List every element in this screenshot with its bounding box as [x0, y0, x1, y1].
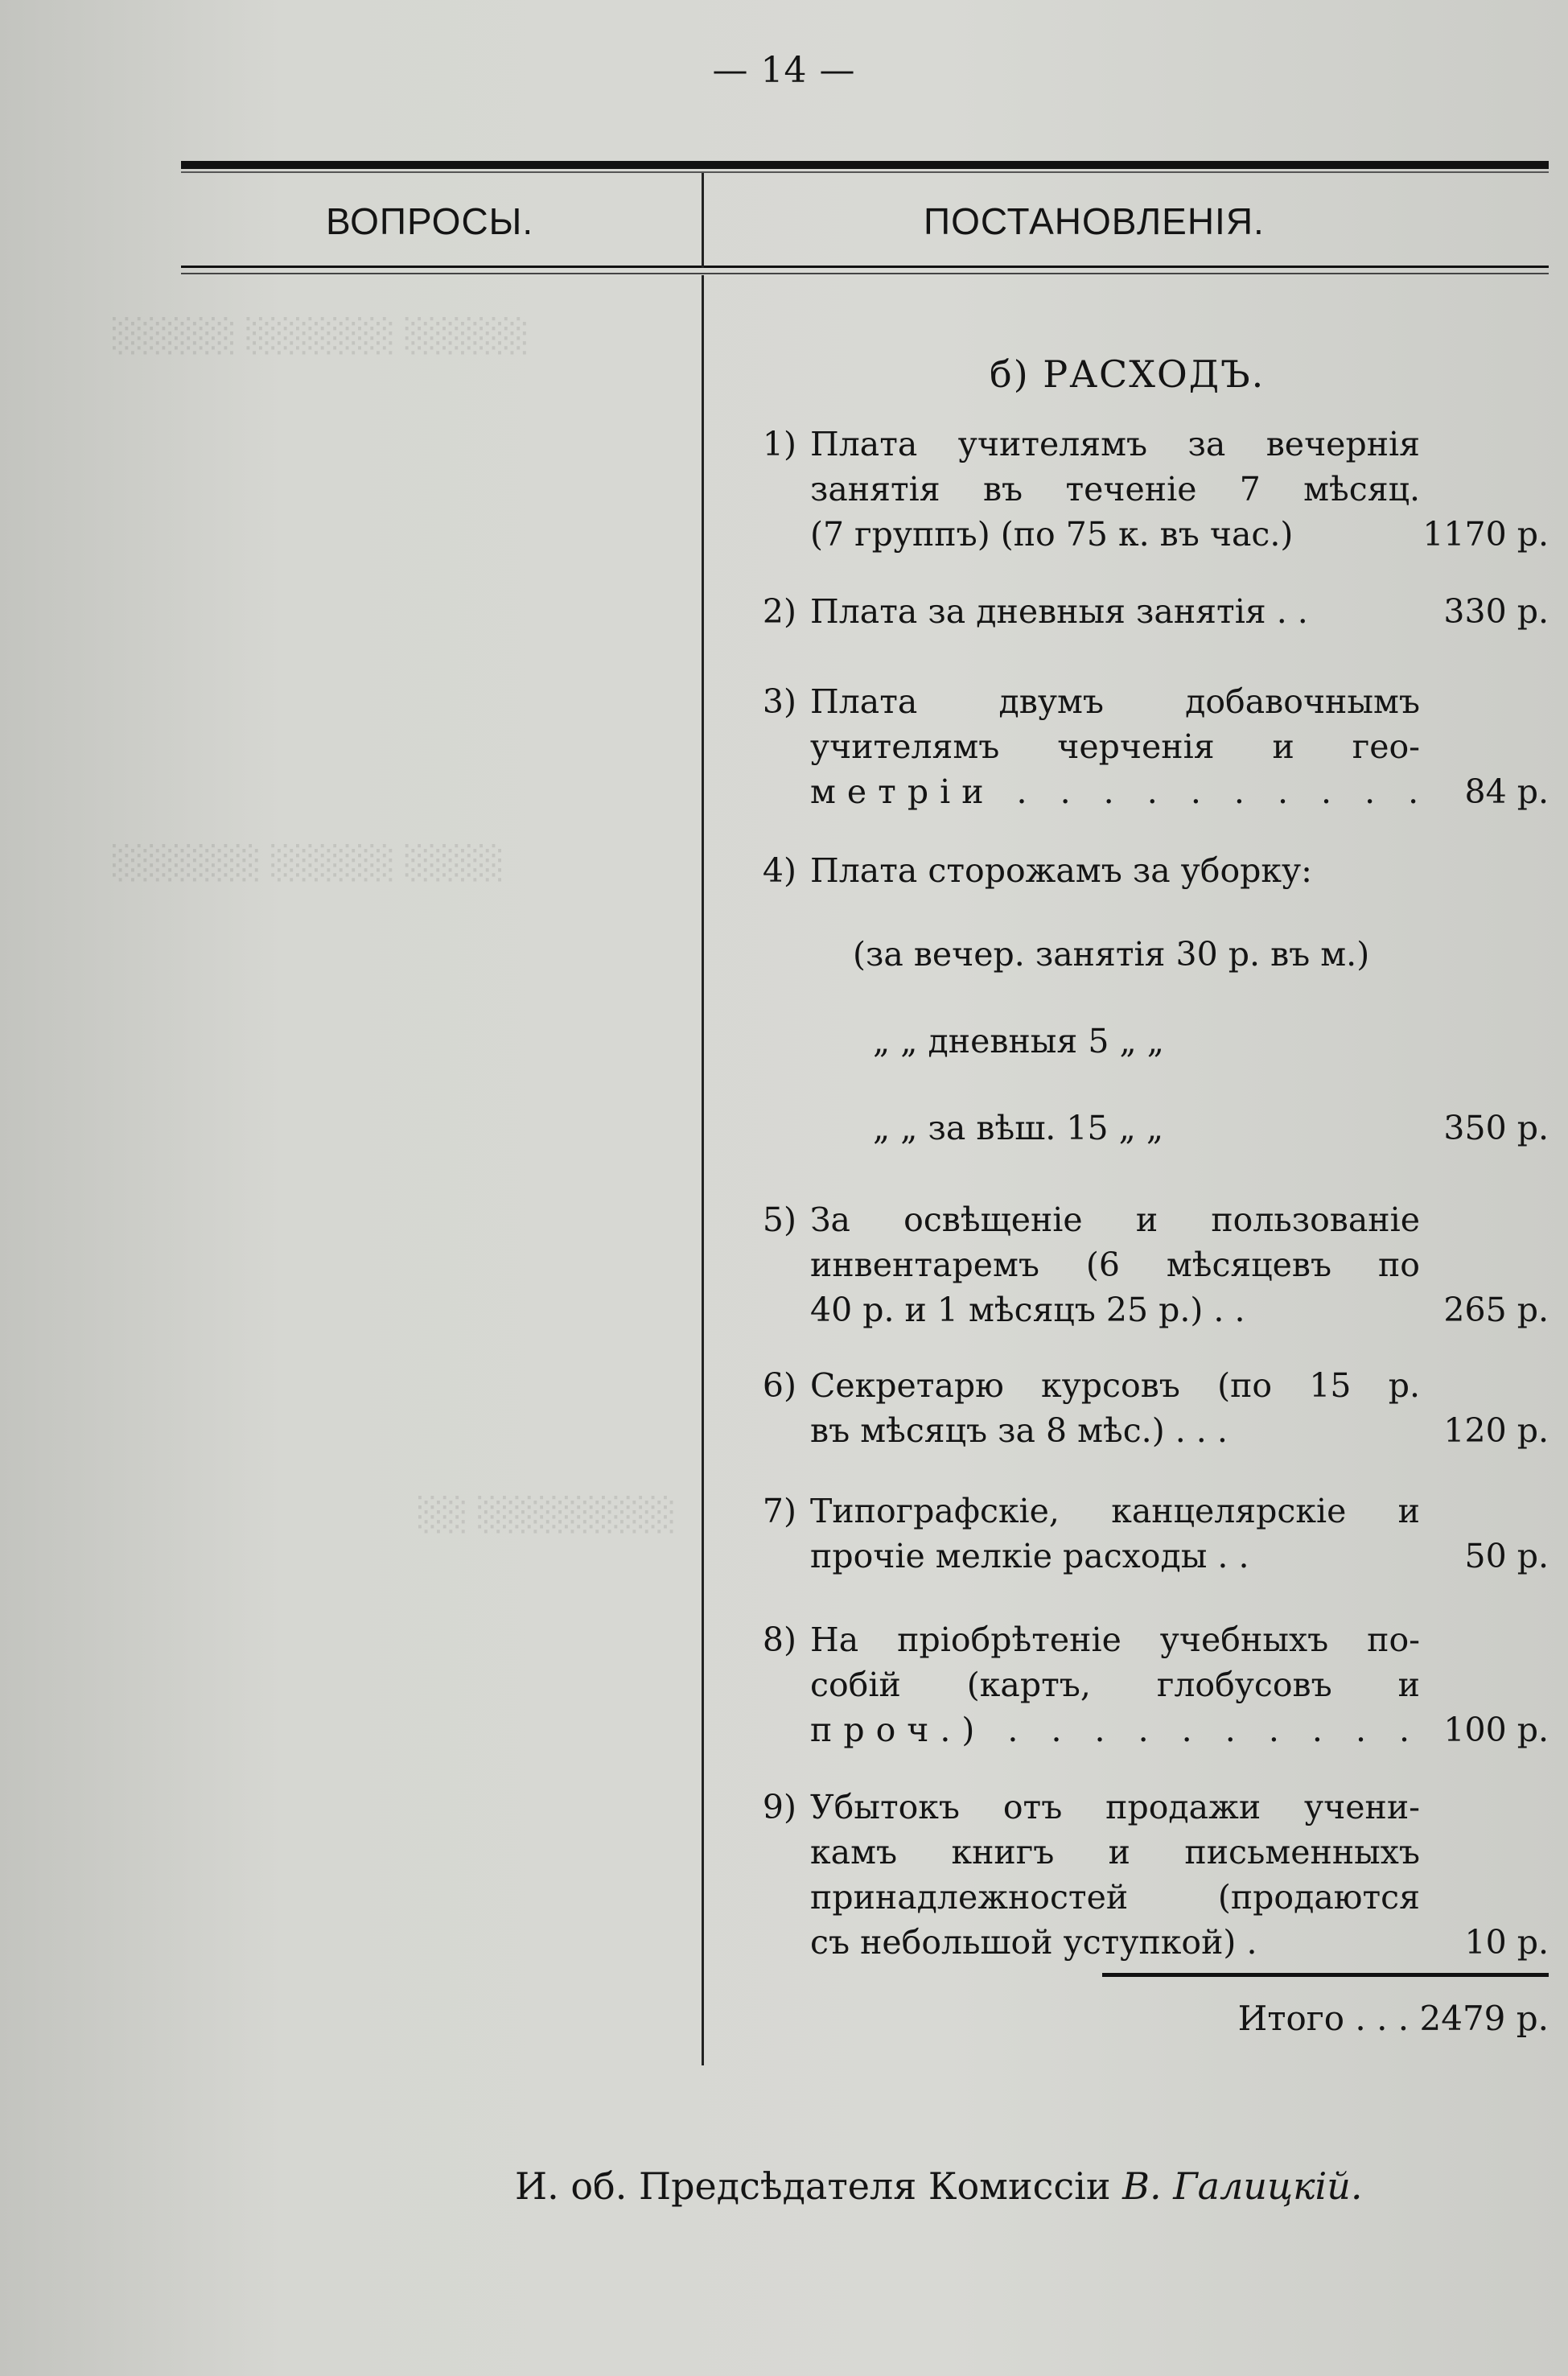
item-number: 5)	[762, 1200, 796, 1239]
item-amount: 50 р.	[1464, 1537, 1549, 1575]
header-questions: ВОПРОСЫ.	[326, 200, 534, 242]
total-amount: 2479 р.	[1419, 1999, 1549, 2038]
item-amount: 84 р.	[1464, 772, 1549, 811]
item-line: Типографскіе, канцелярскіе и	[810, 1492, 1420, 1530]
item-line: прочіе мелкіе расходы . .	[810, 1537, 1249, 1575]
item-line: Убытокъ отъ продажи учени-	[810, 1788, 1420, 1826]
column-divider	[702, 275, 704, 2065]
item-line: занятія въ теченіе 7 мѣсяц.	[810, 470, 1420, 509]
total-row	[1171, 1999, 1549, 2038]
item-line: 40 р. и 1 мѣсяцъ 25 р.) . .	[810, 1291, 1245, 1329]
item-number: 3)	[762, 682, 796, 721]
item-number: 4)	[762, 851, 796, 890]
item-line: собій (картъ, глобусовъ и	[810, 1666, 1420, 1704]
item-number: 2)	[762, 592, 796, 631]
item-line: Плата учителямъ за вечернія	[810, 425, 1420, 463]
signature-prefix: И. об. Предсѣдателя Комиссіи	[515, 2164, 1111, 2208]
column-divider-header	[702, 173, 704, 268]
item-amount: 10 р.	[1464, 1923, 1549, 1962]
item-amount: 330 р.	[1443, 592, 1549, 631]
page-number: — 14 —	[712, 50, 856, 91]
item-amount: 120 р.	[1443, 1411, 1549, 1450]
item-line: инвентаремъ (6 мѣсяцевъ по	[810, 1246, 1420, 1284]
item-line: Плата сторожамъ за уборку:	[810, 851, 1312, 890]
item-number: 7)	[762, 1492, 796, 1530]
item-line: Плата за дневныя занятія . .	[810, 592, 1308, 631]
item4-subrow: „ „ за вѣш. 15 „ „	[873, 1109, 1164, 1147]
bleed-through-text: ░░░░░░ ░░░░░ ░░░░	[113, 845, 504, 882]
bleed-through-text: ░░░░░ ░░░░░░ ░░░░░	[113, 318, 529, 355]
item-amount: 1170 р.	[1422, 515, 1549, 554]
item-amount: 265 р.	[1443, 1291, 1549, 1329]
item-number: 9)	[762, 1788, 796, 1826]
item-line: (7 группъ) (по 75 к. въ час.)	[810, 515, 1294, 554]
item-line: принадлежностей (продаются	[810, 1878, 1420, 1917]
item-amount: 350 р.	[1443, 1109, 1549, 1147]
total-label: Итого . . .	[1237, 1999, 1410, 2038]
item-line: За освѣщеніе и пользованіе	[810, 1200, 1420, 1239]
item-line: въ мѣсяцъ за 8 мѣс.) . . .	[810, 1411, 1228, 1450]
header-top-rule-thin	[181, 171, 1549, 173]
item-number: 6)	[762, 1366, 796, 1405]
section-title: б) РАСХОДЪ.	[990, 352, 1266, 396]
total-rule	[1102, 1973, 1549, 1977]
bleed-through-text: ░░ ░░░░░░░░	[418, 1497, 677, 1534]
signature-name: В. Галицкій.	[1122, 2164, 1363, 2208]
item4-subrow: (за вечер. занятія 30 р. въ м.)	[853, 935, 1370, 974]
item-line: проч.) . . . . . . . . . .	[810, 1711, 1422, 1749]
item-number: 8)	[762, 1620, 796, 1659]
header-top-rule	[181, 161, 1549, 169]
header-bottom-rule	[181, 266, 1549, 268]
item-line: съ небольшой уступкой) .	[810, 1923, 1257, 1962]
item-line: Секретарю курсовъ (по 15 р.	[810, 1366, 1420, 1405]
item-line: На пріобрѣтеніе учебныхъ по-	[810, 1620, 1420, 1659]
item-amount: 100 р.	[1443, 1711, 1549, 1749]
item-line: учителямъ черченія и гео-	[810, 727, 1420, 766]
signature-line	[515, 2164, 1363, 2208]
item-line: Плата двумъ добавочнымъ	[810, 682, 1420, 721]
item-line: метріи . . . . . . . . . .	[810, 772, 1430, 811]
header-bottom-rule-thin	[181, 273, 1549, 274]
item4-subrow: „ „ дневныя 5 „ „	[873, 1022, 1164, 1060]
item-line: камъ книгъ и письменныхъ	[810, 1833, 1420, 1872]
item-number: 1)	[762, 425, 796, 463]
header-resolutions: ПОСТАНОВЛЕНІЯ.	[924, 200, 1265, 242]
